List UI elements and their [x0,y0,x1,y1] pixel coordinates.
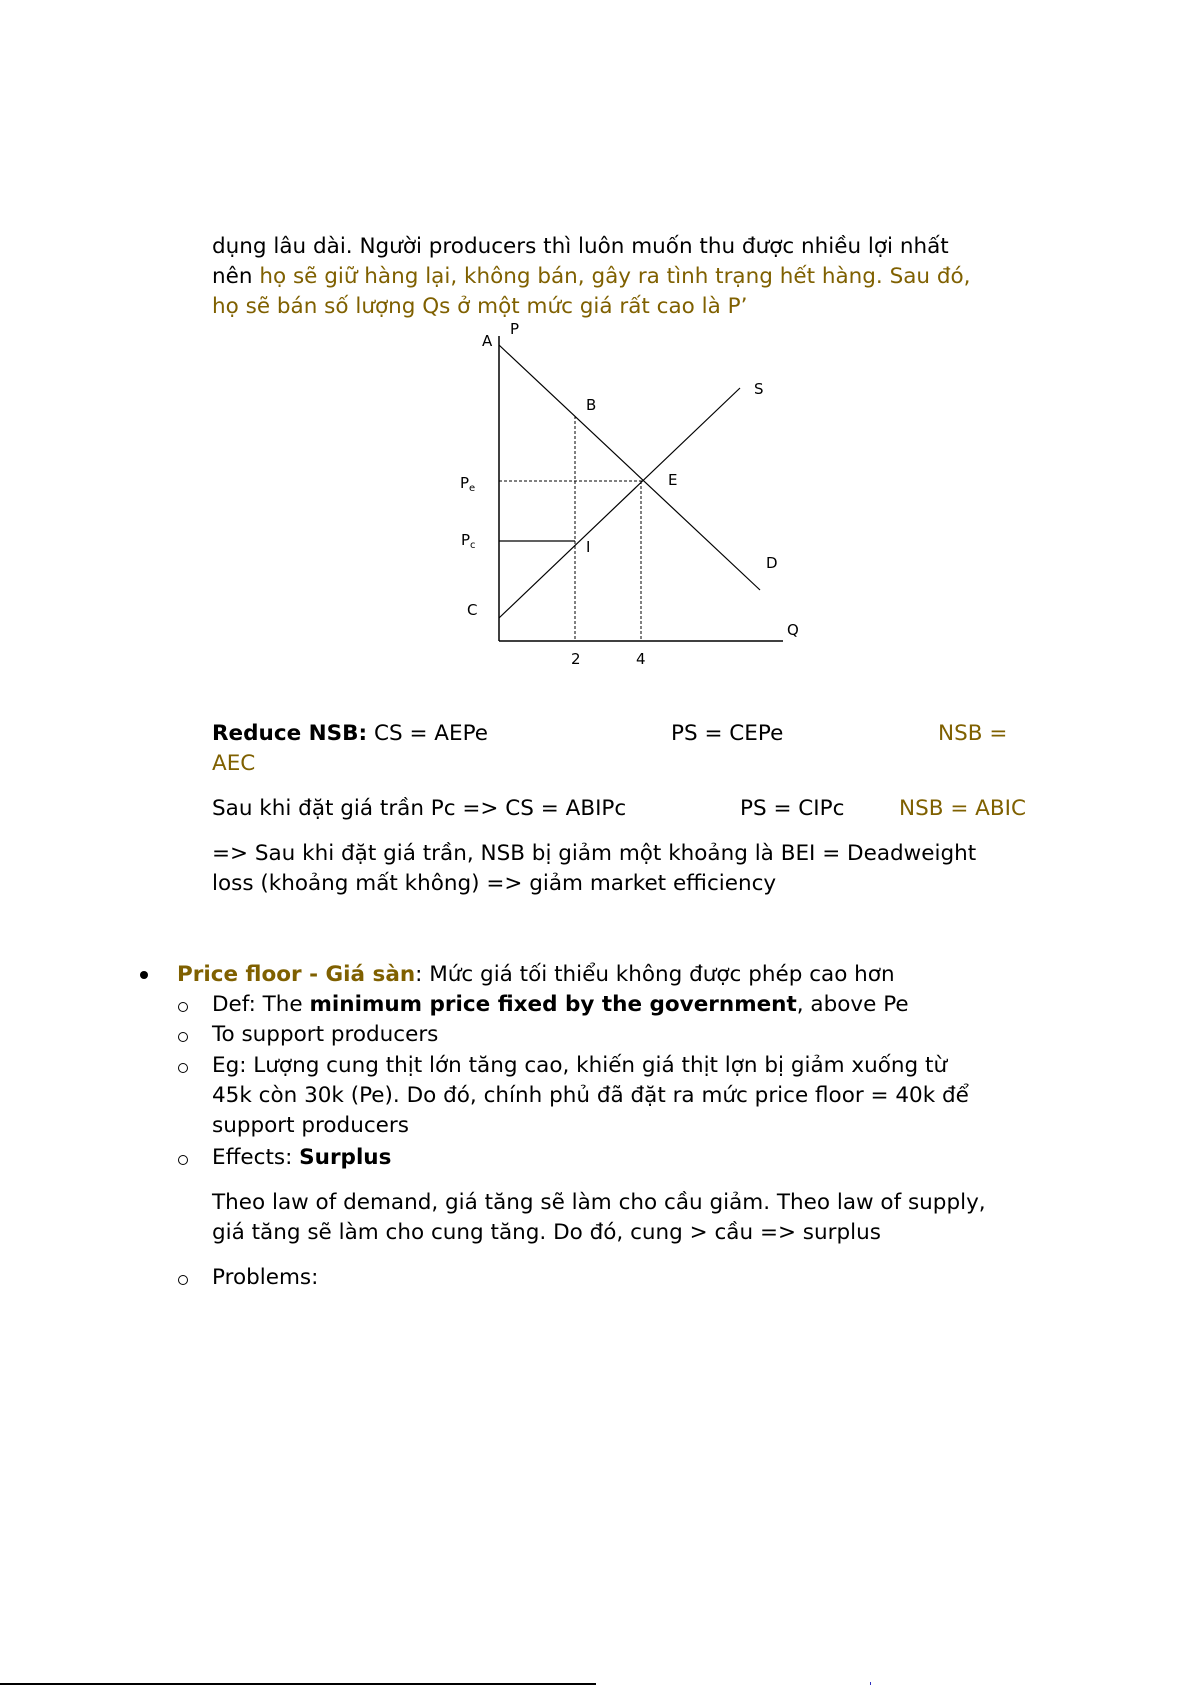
problems-item: Problems: [212,1265,319,1290]
label-i: I [586,538,591,556]
reduce-nsb-nsb-wrap: AEC [212,751,256,776]
sub-bullet-icon [178,1155,188,1165]
after-ceiling-cs: Sau khi đặt giá trần Pc => CS = ABIPc [212,796,627,821]
label-q4: 4 [636,650,646,668]
price-ceiling-diagram [0,0,1191,700]
support-item: To support producers [212,1022,439,1047]
after-ceiling-nsb: NSB = ABIC [899,796,1026,821]
deadweight-line-1: => Sau khi đặt giá trần, NSB bị giảm một khoảng là BEI = Deadweight [212,841,977,866]
label-q: Q [787,621,799,639]
sub-bullet-icon [178,1063,188,1073]
label-d: D [766,554,778,572]
bullet-icon [140,971,148,979]
eg-line-2: 45k còn 30k (Pe). Do đó, chính phủ đã đặt ra mức price floor = 40k để [212,1083,969,1108]
sub-bullet-icon [178,1032,188,1042]
intro-line-1: dụng lâu dài. Người producers thì luôn muốn thu được nhiều lợi nhất [212,234,949,259]
deadweight-line-2: loss (khoảng mất không) => giảm market efficiency [212,871,777,896]
reduce-nsb-ps: PS = CEPe [671,721,784,746]
price-floor-heading: Price floor - Giá sàn: Mức giá tối thiểu không được phép cao hơn [177,962,895,987]
theo-line-2: giá tăng sẽ làm cho cung tăng. Do đó, cung > cầu => surplus [212,1220,881,1245]
effects-item: Effects: Surplus [212,1145,392,1170]
reduce-nsb-nsb: NSB = [938,721,1008,746]
label-c: C [467,601,478,619]
label-s: S [754,380,764,398]
sub-bullet-icon [178,1002,188,1012]
intro-line-3: họ sẽ bán số lượng Qs ở một mức giá rất cao là P’ [212,294,748,319]
reduce-nsb-cs: Reduce NSB: CS = AEPe [212,721,489,746]
label-a: A [482,332,493,350]
label-e: E [668,471,678,489]
theo-line-1: Theo law of demand, giá tăng sẽ làm cho cầu giảm. Theo law of supply, [212,1190,986,1215]
after-ceiling-ps: PS = CIPc [740,796,845,821]
demand-curve [499,345,760,590]
intro-line-2-plain: nên [212,264,260,289]
eg-line-1: Eg: Lượng cung thịt lớn tăng cao, khiến giá thịt lợn bị giảm xuống từ [212,1053,948,1078]
sub-bullet-icon [178,1275,188,1285]
label-b: B [586,396,597,414]
label-q2: 2 [571,650,581,668]
supply-curve [499,388,740,618]
eg-line-3: support producers [212,1113,409,1138]
def-item: Def: The minimum price fixed by the government, above Pe [212,992,909,1017]
intro-line-2-highlight: họ sẽ giữ hàng lại, không bán, gây ra tình trạng hết hàng. Sau đó, [259,264,971,289]
label-pc: $P_c$ [461,531,476,551]
label-p: P [510,320,520,338]
label-pe: $P_e$ [460,474,476,494]
